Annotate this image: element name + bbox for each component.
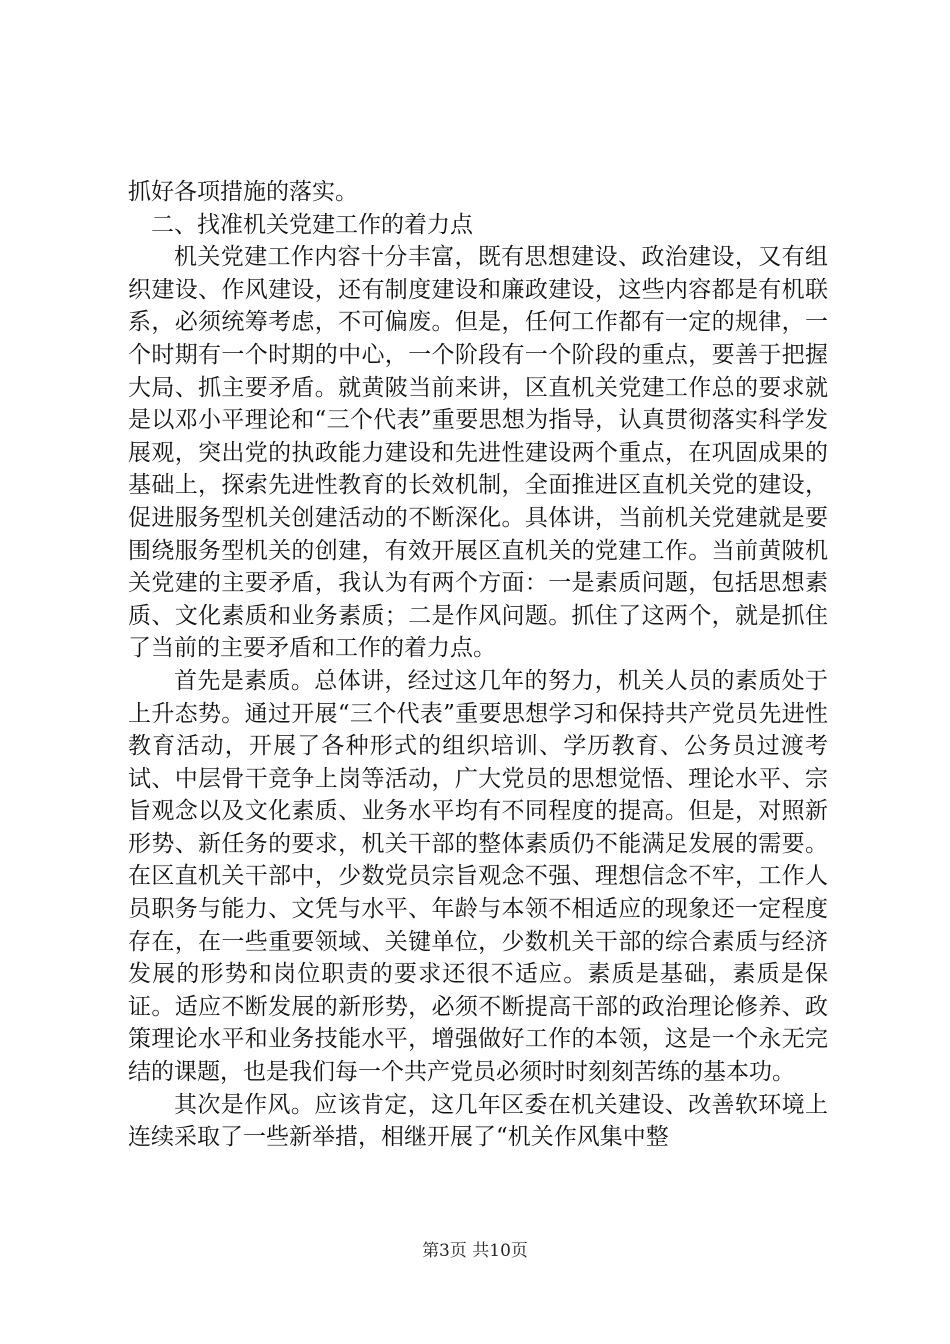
section-heading: 二、找准机关党建工作的着力点	[151, 211, 473, 238]
paragraph-overview: 机关党建工作内容十分丰富，既有思想建设、政治建设，又有组织建设、作风建设，还有制度建设和廉政建设，这些内容都是有机联系，必须统筹考虑，不可偏废。但是，任何工作都有一定的规律，一个时期有一个时期的中心，一个阶段有一个阶段的重点，要善于把握大局、抓主要矛盾。就黄陂当前来讲，区直机关党建工作总的要求就是以邓小平理论和“三个代表”重要思想为指导，认真贯彻落实科学发展观，突出党的执政能力建设和先进性建设两个重点，在巩固成果的基础上，探索先进性教育的长效机制，全面推进区直机关党的建设，促进服务型机关创建活动的不断深化。具体讲，当前机关党建就是要围绕服务型机关的创建，有效开展区直机关的党建工作。当前黄陂机关党建的主要矛盾，我认为有两个方面：一是素质问题，包括思想素质、文化素质和业务素质；二是作风问题。抓住了这两个，就是抓住了当前的主要矛盾和工作的着力点。	[128, 244, 828, 662]
page-number-footer: 第3页 共10页	[422, 1241, 528, 1261]
paragraph-continuation: 抓好各项措施的落实。	[128, 179, 358, 205]
paragraph-quality: 首先是素质。总体讲，经过这几年的努力，机关人员的素质处于上升态势。通过开展“三个代表”重要思想学习和保持共产党员先进性教育活动，开展了各种形式的组织培训、学历教育、公务员过渡考试、中层骨干竞争上岗等活动，广大党员的思想觉悟、理论水平、宗旨观念以及文化素质、业务水平均有不同程度的提高。但是，对照新形势、新任务的要求，机关干部的整体素质仍不能满足发展的需要。在区直机关干部中，少数党员宗旨观念不强、理想信念不牢，工作人员职务与能力、文凭与水平、年龄与本领不相适应的现象还一定程度存在，在一些重要领域、关键单位，少数机关干部的综合素质与经济发展的形势和岗位职责的要求还很不适应。素质是基础，素质是保证。适应不断发展的新形势，必须不断提高干部的政治理论修养、政策理论水平和业务技能水平，增强做好工作的本领，这是一个永无完结的课题，也是我们每一个共产党员必须时时刻刻苦练的基本功。	[128, 667, 828, 1086]
paragraph-style: 其次是作风。应该肯定，这几年区委在机关建设、改善软环境上连续采取了一些新举措，相继开展了“机关作风集中整	[128, 1091, 828, 1151]
document-body	[128, 176, 828, 1154]
